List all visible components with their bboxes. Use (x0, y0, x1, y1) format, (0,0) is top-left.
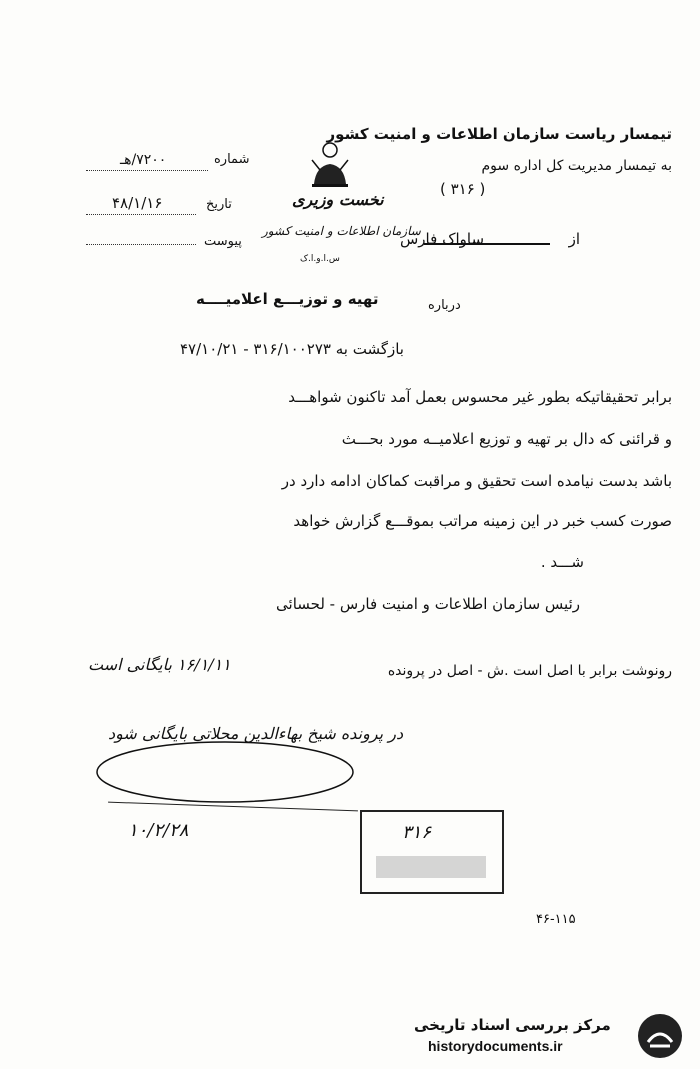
emblem-code: س.ا.و.ا.ک (300, 254, 340, 264)
body-line-3: باشد بدست نیامده است تحقیق و مراقبت کماکان ادامه دارد در (281, 472, 672, 490)
body-line-4: صورت کسب خبر در این زمینه مراتب بموقـــع گزارش خواهد (293, 512, 672, 530)
date-dots (86, 214, 196, 215)
attachment-dots (86, 244, 196, 245)
body-line-5: شـــد . (540, 553, 584, 571)
page-number: ۴۶-۱۱۵ (536, 912, 576, 927)
header-code: ( ۳۱۶ ) (440, 180, 486, 198)
book-logo-icon (636, 1012, 684, 1064)
subject-value: تهیه و توزیـــع اعلامیــــه (196, 290, 379, 308)
header-line1: تیمسار ریاست سازمان اطلاعات و امنیت کشور (326, 125, 672, 143)
copy-note-printed: رونوشت برابر با اصل است .ش - اصل در پرونده (387, 663, 672, 679)
number-label: شماره (214, 152, 250, 167)
lion-sun-emblem-icon (306, 140, 354, 194)
watermark-title: مرکز بررسی اسناد تاریخی (414, 1016, 611, 1034)
from-label: از (568, 230, 580, 248)
emblem-text: نخست وزیری (292, 190, 384, 209)
archive-stamp (360, 810, 504, 894)
body-line-2: و قرائنی که دال بر تهیه و توزیع اعلامیــه مورد بحـــث (341, 430, 672, 448)
date-label: تاریخ (206, 197, 232, 212)
number-value: ۷۲۰۰/هـ (120, 152, 167, 168)
date-value: ۴۸/۱/۱۶ (112, 194, 163, 212)
handwritten-date: ۱۰/۲/۲۸ (128, 820, 189, 841)
signature-line: رئیس سازمان اطلاعات و امنیت فارس - لحسائی (276, 595, 580, 613)
from-value: ساواک فارس (400, 230, 485, 248)
attachment-label: پیوست (204, 234, 242, 249)
handwritten-instruction: در پرونده شیخ بهاءالدین محلاتی بایگانی شود (108, 724, 404, 743)
reference-line: بازگشت به ۳۱۶/۱۰۰۲۷۳ - ۴۷/۱۰/۲۱ (180, 340, 404, 358)
watermark-url: historydocuments.ir (428, 1038, 563, 1054)
copy-note-handwritten: ۱۶/۱/۱۱ بایگانی است (88, 655, 231, 674)
header-line2: به تیمسار مدیریت کل اداره سوم (481, 158, 672, 174)
number-dots (86, 170, 208, 171)
body-line-1: برابر تحقیقاتیکه بطور غیر محسوس بعمل آمد تاکنون شواهـــد (288, 388, 672, 406)
subject-label: درباره (428, 298, 461, 313)
stamp-smudge (376, 856, 486, 878)
stamp-text: ۳۱۶ (402, 822, 432, 843)
ellipse-mark (90, 730, 360, 810)
emblem-subtext: سازمان اطلاعات و امنیت کشور (262, 224, 421, 238)
